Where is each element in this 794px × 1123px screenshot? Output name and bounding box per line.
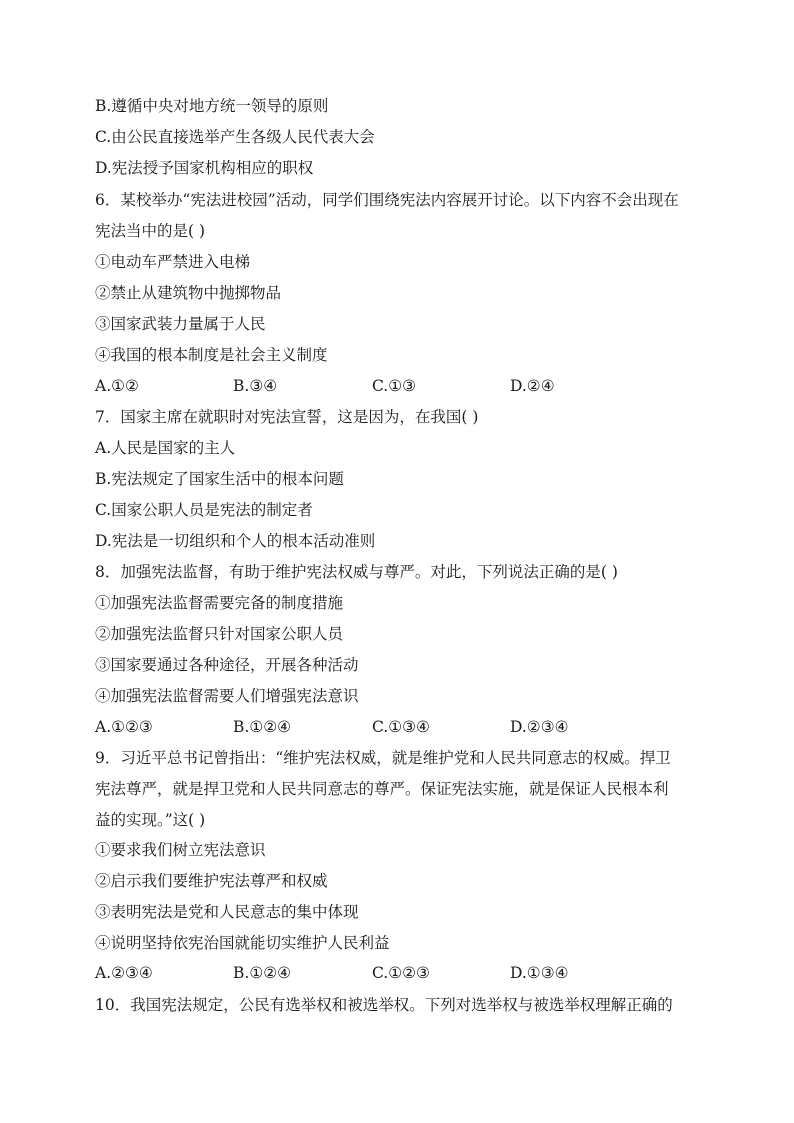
q6-option-d: D.②④: [510, 377, 555, 395]
q8-statement-1: ①加强宪法监督需要完备的制度措施: [95, 594, 344, 612]
option-b-q5: B.遵循中央对地方统一领导的原则: [95, 97, 329, 115]
q6-answer-options: [95, 376, 695, 396]
question-6-line-1: 6．某校举办“宪法进校园”活动，同学们围绕宪法内容展开讨论。以下内容不会出现在: [95, 191, 679, 209]
q8-answer-options: [95, 717, 695, 737]
q8-statement-4: ④加强宪法监督需要人们增强宪法意识: [95, 687, 359, 705]
q6-option-c: C.①③: [372, 377, 417, 395]
option-c-q5: C.由公民直接选举产生各级人民代表大会: [95, 128, 375, 146]
q8-option-c: C.①③④: [372, 718, 430, 736]
q9-statement-1: ①要求我们树立宪法意识: [95, 841, 266, 859]
q9-statement-3: ③表明宪法是党和人民意志的集中体现: [95, 903, 359, 921]
q6-option-a: A.①②: [95, 377, 139, 395]
q8-option-b: B.①②④: [233, 718, 292, 736]
q8-option-a: A.①②③: [95, 718, 153, 736]
q7-option-d: D.宪法是一切组织和个人的根本活动准则: [95, 532, 376, 550]
q9-option-d: D.①③④: [510, 964, 569, 982]
q9-answer-options: [95, 963, 695, 983]
q7-option-a: A.人民是国家的主人: [95, 439, 236, 457]
question-10: 10．我国宪法规定，公民有选举权和被选举权。下列对选举权与被选举权理解正确的: [95, 996, 673, 1014]
question-6-line-2: 宪法当中的是( ): [95, 222, 206, 240]
question-9-line-3: 益的实现。”这( ): [95, 811, 206, 829]
q9-statement-4: ④说明坚持依宪治国就能切实维护人民利益: [95, 934, 390, 952]
q8-statement-3: ③国家要通过各种途径，开展各种活动: [95, 656, 359, 674]
question-8: 8．加强宪法监督，有助于维护宪法权威与尊严。对此，下列说法正确的是( ): [95, 563, 618, 581]
option-d-q5: D.宪法授予国家机构相应的职权: [95, 159, 314, 177]
q6-statement-4: ④我国的根本制度是社会主义制度: [95, 346, 328, 364]
question-7: 7．国家主席在就职时对宪法宣誓，这是因为，在我国( ): [95, 408, 479, 426]
q9-option-b: B.①②④: [233, 964, 292, 982]
q7-option-b: B.宪法规定了国家生活中的根本问题: [95, 470, 344, 488]
q6-statement-3: ③国家武装力量属于人民: [95, 315, 266, 333]
q9-statement-2: ②启示我们要维护宪法尊严和权威: [95, 872, 328, 890]
question-9-line-2: 宪法尊严，就是捍卫党和人民共同意志的尊严。保证宪法实施，就是保证人民根本利: [95, 780, 669, 798]
q7-option-c: C.国家公职人员是宪法的制定者: [95, 501, 313, 519]
q9-option-c: C.①②③: [372, 964, 430, 982]
q6-statement-2: ②禁止从建筑物中抛掷物品: [95, 284, 282, 302]
question-9-line-1: 9．习近平总书记曾指出：“维护宪法权威，就是维护党和人民共同意志的权威。捍卫: [95, 749, 671, 767]
q8-option-d: D.②③④: [510, 718, 569, 736]
q9-option-a: A.②③④: [95, 964, 153, 982]
q6-option-b: B.③④: [233, 377, 278, 395]
q8-statement-2: ②加强宪法监督只针对国家公职人员: [95, 625, 344, 643]
q6-statement-1: ①电动车严禁进入电梯: [95, 253, 251, 271]
